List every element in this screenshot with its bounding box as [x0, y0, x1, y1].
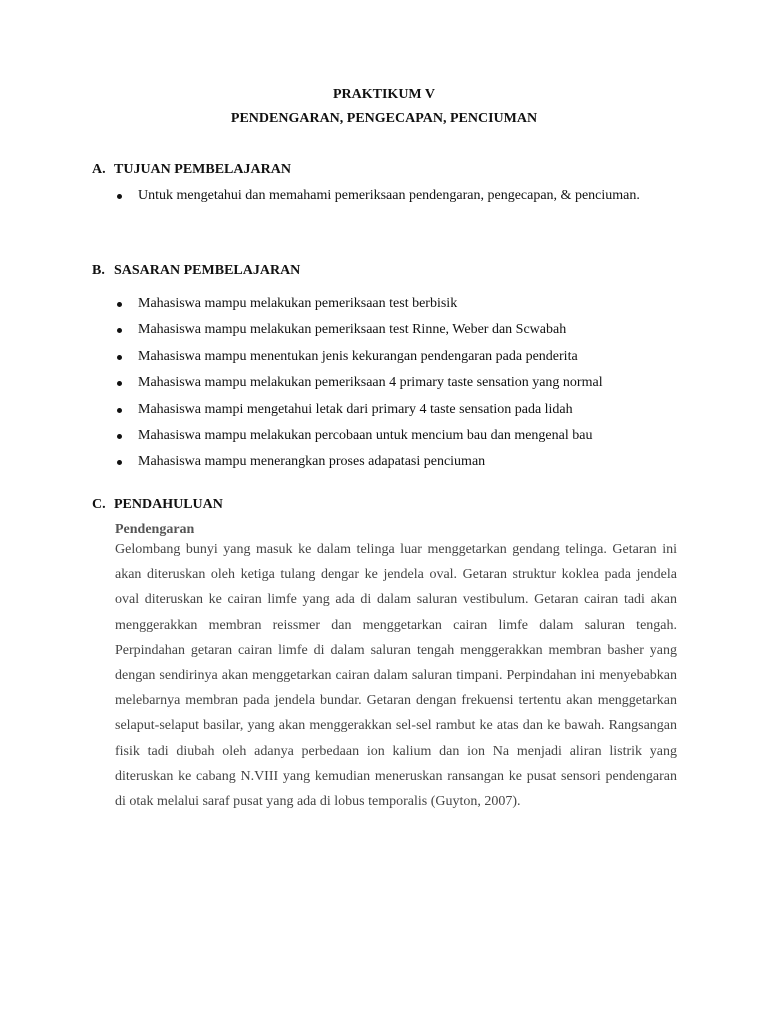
section-a-heading [92, 162, 291, 178]
section-c-title: PENDAHULUAN [114, 497, 223, 512]
section-b-title: SASARAN PEMBELAJARAN [114, 263, 301, 278]
bullet-icon [117, 194, 122, 199]
section-a-letter: A. [92, 162, 106, 177]
list-item [115, 370, 677, 396]
bullet-icon [117, 408, 122, 413]
section-a-title: TUJUAN PEMBELAJARAN [114, 162, 291, 177]
document-subtitle: PENDENGARAN, PENGECAPAN, PENCIUMAN [230, 111, 538, 126]
list-item [115, 423, 677, 449]
bullet-icon [117, 434, 122, 439]
section-c-heading [92, 497, 223, 513]
list-item-text: Mahasiswa mampu melakukan pemeriksaan test Rinne, Weber dan Scwabah [138, 322, 567, 338]
document-title: PRAKTIKUM V [332, 87, 436, 102]
bullet-icon [117, 460, 122, 465]
list-item-text: Mahasiswa mampi mengetahui letak dari primary 4 taste sensation pada lidah [138, 401, 573, 417]
section-c-paragraph: Gelombang bunyi yang masuk ke dalam telinga luar menggetarkan gendang telinga. Getaran ini akan diteruskan oleh ketiga tulang dengar ke jendela oval. Getaran struktur koklea pada jendela oval diteruskan ke cairan limfe yang ada di dalam saluran vestibulum. Getaran cairan tadi akan menggerakkan membran reissmer dan menggetarkan cairan limfe dalam saluran tengah. Perpindahan getaran cairan limfe di dalam saluran tengah menggerakkan membran basher yang dengan sendirinya akan menggetarkan cairan dalam saluran timpani. Perpindahan ini menyebabkan melebarnya membran pada jendela bundar. Getaran dengan frekuensi tertentu akan menggetarkan selaput-selaput basilar, yang akan menggerakkan sel-sel rambut ke atas dan ke bawah. Rangsangan fisik tadi diubah oleh adanya perbedaan ion kalium dan ion Na menjadi aliran listrik yang diteruskan ke cabang N.VIII yang kemudian meneruskan ransangan ke pusat sensori pendengaran di otak melalui saraf pusat yang ada di lobus temporalis (Guyton, 2007). [115, 542, 677, 810]
list-item-text: Untuk mengetahui dan memahami pemeriksaan pendengaran, pengecapan, & penciuman. [138, 188, 640, 203]
section-b-list [115, 291, 677, 476]
list-item [115, 291, 677, 317]
section-b-heading [92, 263, 300, 279]
list-item-text: Mahasiswa mampu melakukan pemeriksaan test berbisik [138, 296, 458, 311]
list-item [115, 183, 677, 209]
bullet-icon [117, 302, 122, 307]
section-a-list [115, 183, 677, 209]
list-item-text: Mahasiswa mampu menerangkan proses adapatasi penciuman [138, 454, 486, 470]
list-item [115, 397, 677, 423]
bullet-icon [117, 355, 122, 360]
bullet-icon [117, 328, 122, 333]
list-item-text: Mahasiswa mampu menentukan jenis kekurangan pendengaran pada penderita [138, 348, 578, 364]
list-item [115, 317, 677, 343]
section-c-subheading: Pendengaran [115, 522, 195, 537]
bullet-icon [117, 381, 122, 386]
list-item [115, 449, 677, 475]
list-item [115, 344, 677, 370]
section-c-letter: C. [92, 497, 106, 512]
section-b-letter: B. [92, 263, 105, 278]
list-item-text: Mahasiswa mampu melakukan pemeriksaan 4 primary taste sensation yang normal [138, 375, 603, 391]
list-item-text: Mahasiswa mampu melakukan percobaan untuk mencium bau dan mengenal bau [138, 428, 593, 444]
